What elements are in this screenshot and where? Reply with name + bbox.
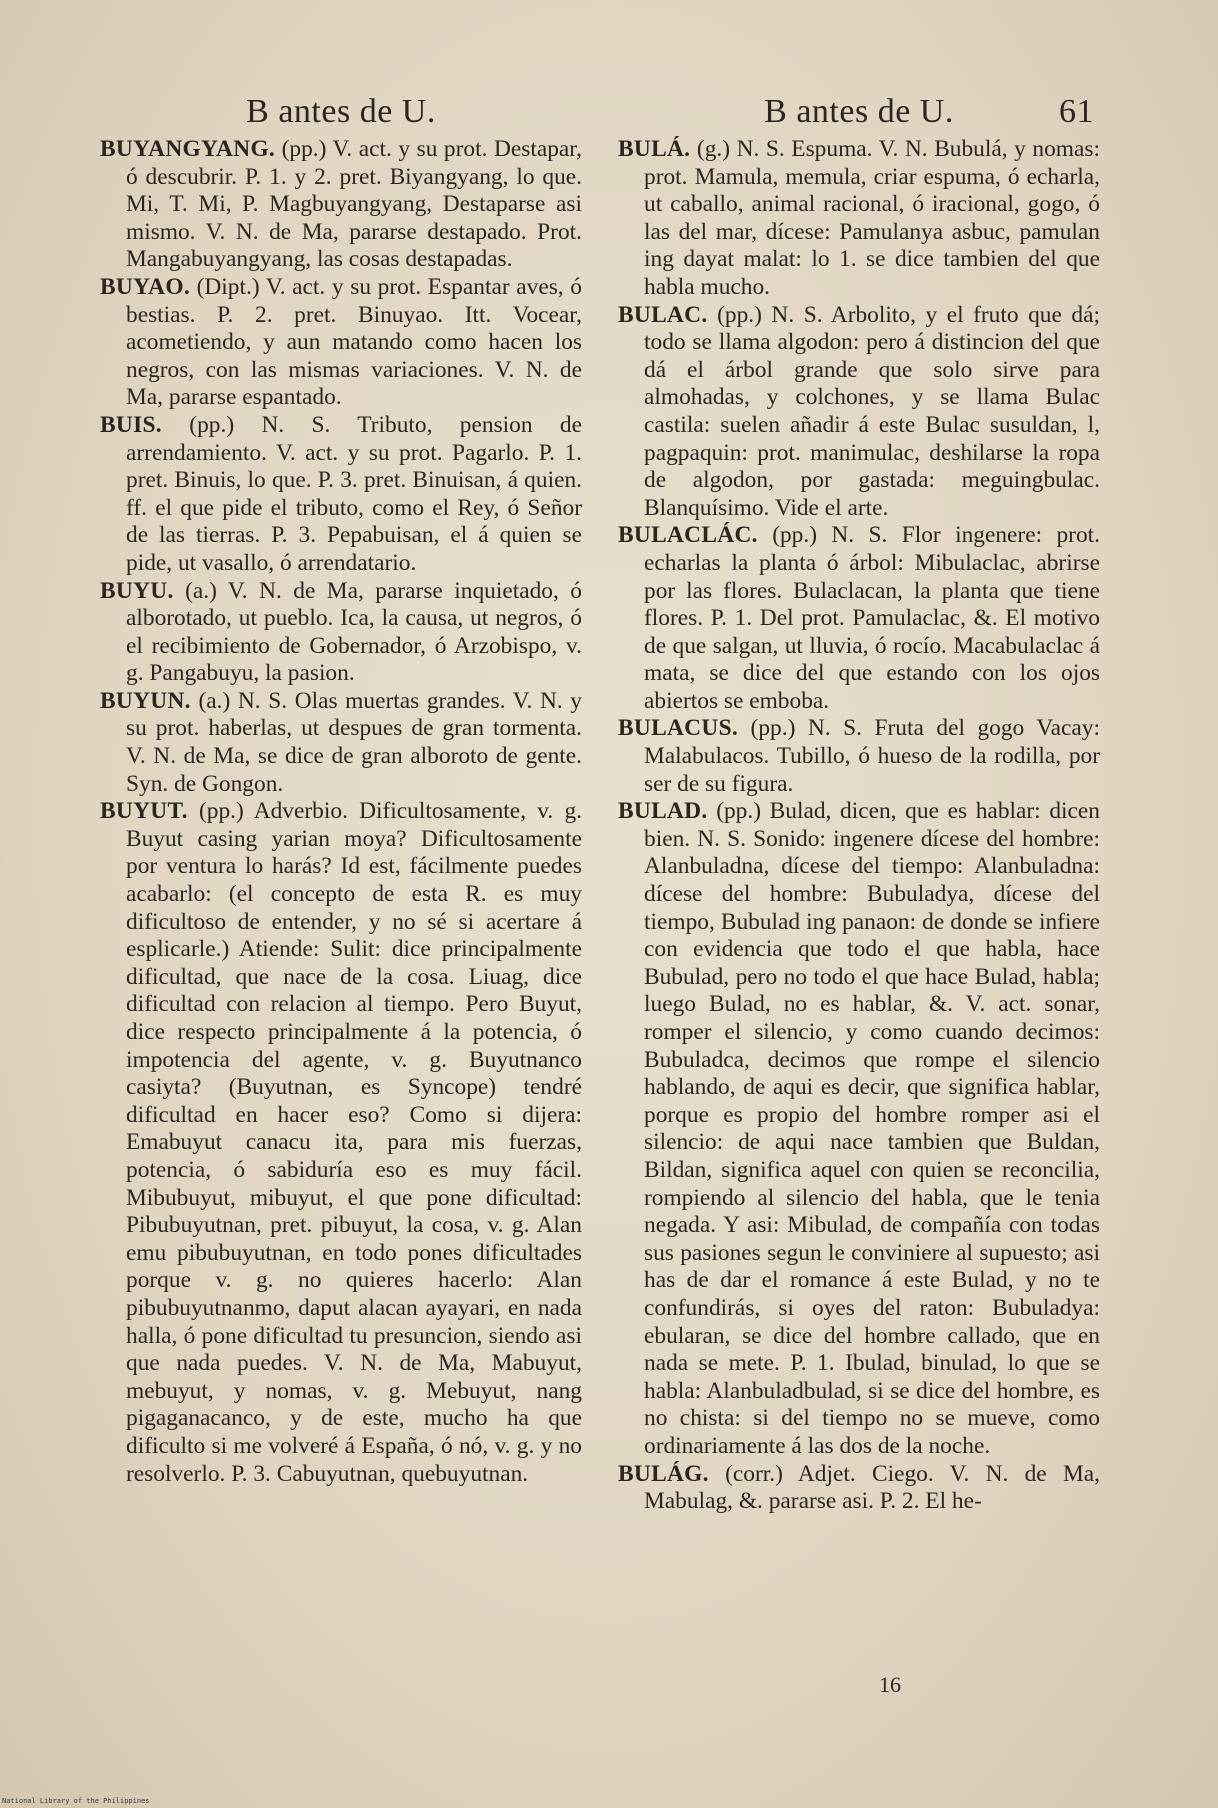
page-number: 61 bbox=[1059, 93, 1094, 130]
headword: BUYU. bbox=[100, 577, 174, 604]
running-head-text: B antes de U. bbox=[764, 93, 954, 130]
dictionary-entry bbox=[618, 136, 1100, 302]
dictionary-entry bbox=[100, 274, 582, 412]
headword: BUYUT. bbox=[100, 798, 188, 825]
headword: BULACLÁC. bbox=[618, 522, 758, 549]
dictionary-entry bbox=[100, 578, 582, 688]
running-head-left bbox=[100, 92, 582, 132]
headword: BUYANGYANG. bbox=[100, 136, 276, 162]
headword: BULÁ. bbox=[618, 136, 691, 162]
entry-text: (pp.) Adverbio. Dificultosamente, v. g. Buyut casing yarian moya? Dificultosamente por ventura lo harás? Id est, fácilmente puedes acabarlo: (el concepto de esta R. es muy dificultoso de entender, y no sé si acertare á esplicarle.) Atiende: Sulit: dice principalmente dificultad, que nace de la cosa. Liuag, dice dificultad con relacion al tiempo. Pero Buyut, dice respecto principalmente á la potencia, ó impotencia del agente, v. g. Buyutnanco casiyta? (Buyutnan, es Syncope) tendré dificultad en hacer eso? Como si dijera: Emabuyut canacu ita, para mis fuerzas, potencia, ó sabiduría eso es muy fácil. Mibubuyut, mibuyut, el que pone dificultad: Pibubuyutnan, pret. pibuyut, la cosa, v. g. Alan emu pibubuyutnan, en todo pones dificultades porque v. g. no quieres hacerlo: Alan pibubuyutnanmo, daput alacan ayayari, en nada halla, ó pone dificultad tu presuncion, siendo asi que nada puedes. V. N. de Ma, Mabuyut, mebuyut, y nomas, v. g. Mebuyut, nang pigaganacanco, y de este, mucho ha que dificulto si me volveré á España, ó nó, v. g. y no resolverlo. P. 3. Cabuyutnan, quebuyutnan. bbox=[126, 798, 582, 1487]
dictionary-entry bbox=[618, 522, 1100, 715]
dictionary-entry bbox=[100, 798, 582, 1488]
headword: BUYUN. bbox=[100, 687, 191, 714]
headword: BULACUS. bbox=[618, 715, 739, 742]
signature-mark: 16 bbox=[879, 1672, 901, 1697]
running-head-right bbox=[618, 92, 1100, 132]
entry-text: (pp.) N. S. Arbolito, y el fruto que dá; todo se llama algodon: pero á distincion del que dá el árbol grande que solo sirve para almohadas, y colchones, y se llama Bulac castila: suelen añadir á este Bulac susuldan, l, pagpaquin: prot. manimulac, deshilarse la ropa de algodon, por gastada: meguingbulac. Blanquísimo. Vide el arte. bbox=[644, 301, 1100, 521]
entry-text: (corr.) Adjet. Ciego. V. N. de Ma, Mabulag, &. pararse asi. P. 2. El he- bbox=[644, 1460, 1100, 1515]
entry-text: (a.) V. N. de Ma, pararse inquietado, ó alborotado, ut pueblo. Ica, la causa, ut negros, ó el recibimiento de Gobernador, ó Arzobispo, v. g. Pangabuyu, la pasion. bbox=[126, 577, 582, 687]
headword: BULÁG. bbox=[618, 1460, 709, 1487]
entry-text: (pp.) V. act. y su prot. Destapar, ó descubrir. P. 1. y 2. pret. Biyangyang, lo que. Mi, T. Mi, P. Magbuyangyang, Destaparse asi mismo. V. N. de Ma, pararse destapado. Prot. Mangabuyangyang, las cosas destapadas. bbox=[126, 136, 582, 273]
dictionary-entry bbox=[618, 798, 1100, 1460]
dictionary-entry bbox=[618, 302, 1100, 523]
dictionary-entry bbox=[100, 136, 582, 274]
dictionary-entry bbox=[618, 715, 1100, 798]
headword: BUIS. bbox=[100, 411, 162, 438]
headword: BULAD. bbox=[618, 798, 708, 825]
entry-text: (pp.) N. S. Fruta del gogo Vacay: Malabulacos. Tubillo, ó hueso de la rodilla, por ser de su figura. bbox=[644, 715, 1100, 797]
running-head-text: B antes de U. bbox=[246, 93, 436, 130]
entry-text: (pp.) Bulad, dicen, que es hablar: dicen bien. N. S. Sonido: ingenere dícese del hombre: Alanbuladna, dícese del tiempo: Alanbuladna: dícese del hombre: Bubuladya, dícese del tiempo, Bubulad ing panaon: de donde se infiere con evidencia que todo el que habla, hace Bubulad, pero no todo el que hace Bulad, habla; luego Bulad, no es hablar, &. V. act. sonar, romper el silencio, y como cuando decimos: Bubuladca, decimos que rompe el silencio hablando, de aqui es decir, que significa hablar, porque es propio del hombre romper asi el silencio: de aqui nace tambien que Buldan, Bildan, significa aquel con quien se reconcilia, rompiendo al silencio del habla, que le tenia negada. Y asi: Mibulad, de compañía con todas sus pasiones segun le conviniere al supuesto; asi has de dar el romance á este Bulad, y no te confundirás, si oyes del raton: Bubuladya: ebularan, se dice del hombre callado, que en nada se mete. P. 1. Ibulad, binulad, lo que se habla: Alanbuladbulad, si se dice del hombre, es no chista: si del tiempo no se mueve, como ordinariamente á las dos de la noche. bbox=[644, 798, 1100, 1459]
entry-text: (a.) N. S. Olas muertas grandes. V. N. y su prot. haberlas, ut despues de gran tormenta. V. N. de Ma, se dice de gran alboroto de gente. Syn. de Gongon. bbox=[126, 687, 582, 797]
library-footer: National Library of the Philippines bbox=[2, 1797, 150, 1805]
entry-text: (pp.) N. S. Tributo, pension de arrendamiento. V. act. y su prot. Pagarlo. P. 1. pret. Binuis, lo que. P. 3. pret. Binuisan, á quien. ff. el que pide el tributo, como el Rey, ó Señor de las tierras. P. 3. Pepabuisan, el á quien se pide, ut vasallo, ó arrendatario. bbox=[126, 411, 582, 576]
left-column bbox=[100, 92, 582, 1488]
entry-text: (g.) N. S. Espuma. V. N. Bubulá, y nomas: prot. Mamula, memula, criar espuma, ó echarla, ut caballo, animal racional, ó iracional, gogo, ó las del mar, dícese: Pamulanya asbuc, pamulan ing dayat malat: lo 1. se dice tambien del que habla mucho. bbox=[644, 136, 1100, 300]
headword: BUYAO. bbox=[100, 273, 190, 300]
entry-text: (Dipt.) V. act. y su prot. Espantar aves, ó bestias. P. 2. pret. Binuyao. Itt. Vocear, acometiendo, y aun matando como hacen los negros, con las mismas variaciones. V. N. de Ma, pararse espantado. bbox=[126, 273, 582, 411]
entry-text: (pp.) N. S. Flor ingenere: prot. echarlas la planta ó árbol: Mibulaclac, abrirse por las flores. Bulaclacan, la planta que tiene flores. P. 1. Del prot. Pamulaclac, &. El motivo de que salgan, ut lluvia, ó rocío. Macabulaclac á mata, se dice del que estando con los ojos abiertos se emboba. bbox=[644, 522, 1100, 714]
headword: BULAC. bbox=[618, 301, 708, 328]
right-column bbox=[618, 92, 1100, 1516]
dictionary-entry bbox=[100, 688, 582, 798]
dictionary-entry bbox=[100, 412, 582, 578]
dictionary-entry bbox=[618, 1461, 1100, 1516]
